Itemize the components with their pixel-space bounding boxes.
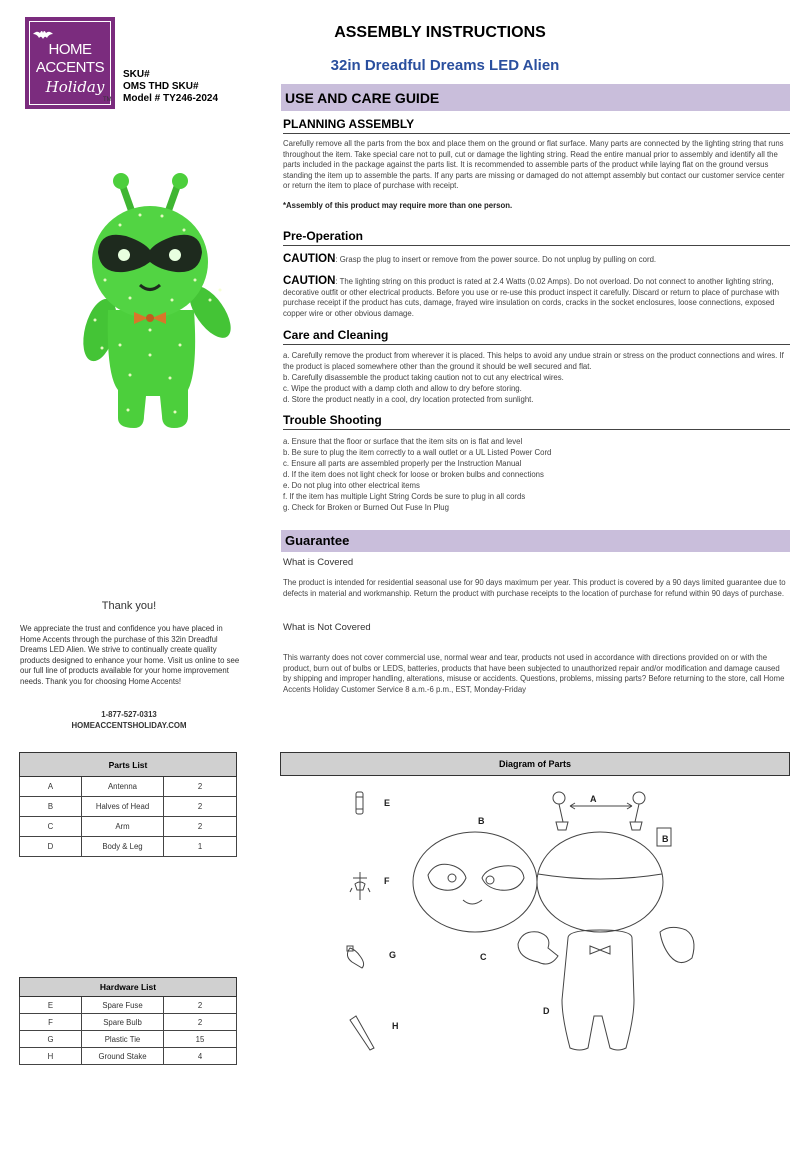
trouble-heading: Trouble Shooting [283, 413, 790, 430]
ground-stake-icon [350, 1016, 374, 1050]
table-row [20, 777, 237, 797]
list-item: c. Ensure all parts are assembled properly per the Instruction Manual [283, 459, 522, 468]
caution-1 [283, 254, 789, 266]
plastic-tie-icon [347, 946, 364, 968]
planning-heading: PLANNING ASSEMBLY [283, 117, 790, 134]
table-row [20, 997, 237, 1014]
table-row [20, 1031, 237, 1048]
contact-block [20, 709, 238, 731]
caution-2 [283, 276, 789, 319]
hw-qty: 2 [164, 997, 237, 1014]
not-covered-body: This warranty does not cover commercial use, normal wear and tear, products not used in accordance with directions provided on or with the product, burn out of bulbs or LEDS, batteries, products that have been subjected to unauthorized repair and/or modification and damage caused by shipping and improper handling, alterations, misuse or accidents. Questions, problems, missing parts? Before returning to the store, call Home Accents Holiday Customer Service 8 a.m.-6 p.m., EST, Monday-Friday [283, 653, 785, 694]
hardware-list-table [19, 977, 237, 1065]
part-name: Halves of Head [82, 797, 164, 817]
page-title: ASSEMBLY INSTRUCTIONS [334, 24, 546, 41]
oms-sku-line: OMS THD SKU# [123, 81, 199, 92]
body-leg-drawing [562, 930, 634, 1050]
hardware-list-title: Hardware List [20, 978, 237, 997]
parts-diagram [300, 780, 790, 1060]
list-item: a. Carefully remove the product from wherever it is placed. This helps to avoid any undue strain or stress on the product connections and wires. If the product is placed somewhere other than the ground it should be well secured and flat. [283, 351, 784, 371]
thanks-body: We appreciate the trust and confidence you have placed in Home Accents through the purchase of this 32in Dreadful Dreams LED Alien. We strive to continually create quality products designed to enhance your home. Visit us online to see our full line of products available for your home improvement needs. Thank you for choosing Home Accents! [20, 624, 240, 686]
logo-line-3: Holiday [45, 78, 105, 96]
part-letter: D [20, 837, 82, 857]
table-row [20, 817, 237, 837]
part-letter: C [20, 817, 82, 837]
list-item: b. Be sure to plug the item correctly to a wall outlet or a UL Listed Power Cord [283, 448, 552, 457]
bulb-icon [350, 872, 370, 900]
model-line: Model # TY246-2024 [123, 93, 219, 104]
part-qty: 2 [164, 797, 237, 817]
label-f: F [384, 876, 390, 886]
table-row [20, 837, 237, 857]
part-name: Body & Leg [82, 837, 164, 857]
pre-operation-heading: Pre-Operation [283, 229, 790, 246]
label-h: H [392, 1021, 399, 1031]
hw-name: Ground Stake [82, 1048, 164, 1065]
fuse-icon [356, 792, 363, 814]
logo-line-1: HOME [48, 41, 92, 58]
part-qty: 2 [164, 777, 237, 797]
hw-name: Plastic Tie [82, 1031, 164, 1048]
part-letter: A [20, 777, 82, 797]
antenna-drawing [553, 792, 645, 830]
list-item: d. If the item does not light check for loose or broken bulbs and connections [283, 470, 544, 479]
parts-list-table [19, 752, 237, 857]
hw-name: Spare Bulb [82, 1014, 164, 1031]
table-row [20, 797, 237, 817]
label-a: A [590, 794, 597, 804]
hw-qty: 4 [164, 1048, 237, 1065]
part-letter: B [20, 797, 82, 817]
part-name: Antenna [82, 777, 164, 797]
thanks-title: Thank you! [101, 600, 157, 612]
hw-letter: G [20, 1031, 82, 1048]
website: HOMEACCENTSHOLIDAY.COM [71, 721, 187, 730]
arms-drawing [518, 927, 694, 964]
diagram-title: Diagram of Parts [280, 752, 790, 776]
label-b: B [478, 816, 485, 826]
parts-list-title: Parts List [20, 753, 237, 777]
list-item: e. Do not plug into other electrical items [283, 481, 420, 490]
caution-1-text: : Grasp the plug to insert or remove from the power source. Do not unplug by pulling on cord. [335, 255, 657, 264]
caution-2-text: : The lighting string on this product is rated at 2.4 Watts (0.02 Amps). Do not overload. Do not connect to another lighting string, decorative outfit or other electrical products. Before you use or re-use this product inspect it carefully. Discard or return to place of purchase with purchase receipt if the product has cuts, damage, frayed wire insulation on cords, cracks in the socket enclosures, loose connections, exposed copper wire or other obvious damage. [283, 277, 780, 318]
brand-logo [25, 17, 115, 109]
hw-qty: 15 [164, 1031, 237, 1048]
part-qty: 2 [164, 817, 237, 837]
list-item: d. Store the product neatly in a cool, dry location protected from sunlight. [283, 395, 534, 404]
head-halves-drawing [413, 832, 663, 932]
covered-heading: What is Covered [283, 557, 354, 568]
use-care-band: USE AND CARE GUIDE [281, 84, 790, 111]
table-row [20, 1048, 237, 1065]
hw-letter: E [20, 997, 82, 1014]
covered-body: The product is intended for residential seasonal use for 90 days maximum per year. This product is covered by a 90 days limited guarantee due to defects in material and workmanship. Return the product with purchase receipts to the location of purchase for refund within 90 days of purchase. [283, 578, 786, 598]
label-b-box: B [662, 834, 669, 844]
hw-letter: F [20, 1014, 82, 1031]
hw-name: Spare Fuse [82, 997, 164, 1014]
caution-word: CAUTION [283, 275, 336, 287]
caution-word: CAUTION [283, 253, 336, 265]
table-row [20, 1014, 237, 1031]
care-list [283, 350, 789, 405]
logo-line-2: ACCENTS [35, 59, 105, 76]
list-item: a. Ensure that the floor or surface that the item sits on is flat and level [283, 437, 523, 446]
part-qty: 1 [164, 837, 237, 857]
trouble-list [283, 436, 789, 513]
hw-qty: 2 [164, 1014, 237, 1031]
label-c: C [480, 952, 487, 962]
phone-number: 1-877-527-0313 [101, 710, 157, 719]
label-g: G [389, 950, 397, 960]
label-d: D [543, 1006, 550, 1016]
label-e: E [384, 798, 391, 808]
hw-letter: H [20, 1048, 82, 1065]
list-item: g. Check for Broken or Burned Out Fuse In Plug [283, 503, 449, 512]
bat-icon [32, 28, 54, 42]
list-item: c. Wipe the product with a damp cloth and allow to dry before storing. [283, 384, 522, 393]
list-item: b. Carefully disassemble the product taking caution not to cut any electrical wires. [283, 373, 564, 382]
planning-body: Carefully remove all the parts from the box and place them on the ground or flat surface. Many parts are connected by the lighting string that runs throughout the item. Take special care not to pull, cut or damage the lighting string. Read the entire manual prior to assembly and identify all the parts included in the package against the parts list. It is recommended to assemble parts of the product while laying flat on the ground versus standing the item up to assemble the parts. If any parts are missing or damaged do not attempt assembly but contact our customer service center or return the item to place of purchase with receipt. [283, 139, 785, 190]
sku-block [123, 69, 218, 105]
trademark: TM [103, 97, 112, 103]
alien-product-image [60, 170, 240, 440]
part-name: Arm [82, 817, 164, 837]
guarantee-band: Guarantee [281, 530, 790, 552]
care-heading: Care and Cleaning [283, 328, 790, 345]
assembly-note: *Assembly of this product may require more than one person. [283, 201, 513, 210]
sku-line: SKU# [123, 69, 150, 80]
product-title: 32in Dreadful Dreams LED Alien [330, 57, 560, 74]
list-item: f. If the item has multiple Light String Cords be sure to plug in all cords [283, 492, 526, 501]
not-covered-heading: What is Not Covered [283, 622, 371, 633]
